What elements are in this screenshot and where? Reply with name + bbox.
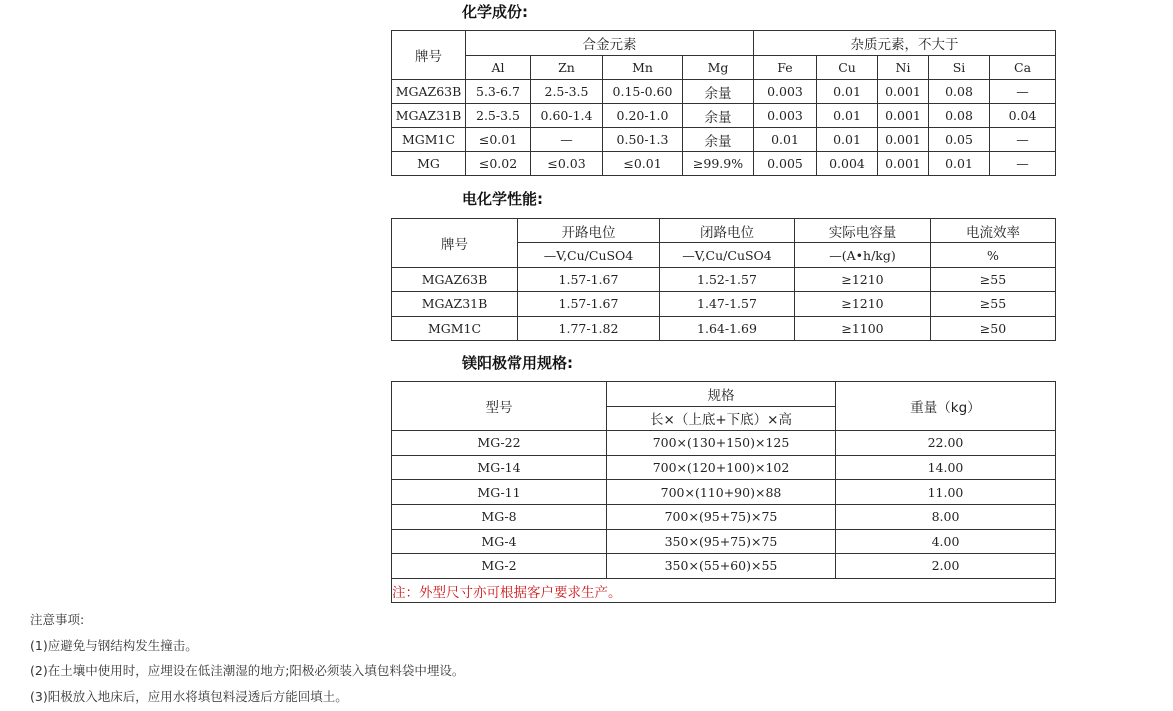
table-cell: 1.77-1.82	[518, 316, 660, 340]
unit-cell: %	[931, 243, 1056, 267]
table-cell: 2.5-3.5	[466, 104, 531, 128]
model-header: 型号	[392, 382, 607, 431]
table-cell: 700×(110+90)×88	[607, 480, 836, 505]
table-cell: MGM1C	[392, 128, 466, 152]
table-cell: 5.3-6.7	[466, 80, 531, 104]
table-cell: ≥55	[931, 292, 1056, 316]
element-header: Mg	[683, 56, 754, 80]
table-cell: 0.01	[817, 80, 878, 104]
table-cell: MG	[392, 152, 466, 176]
table-cell: 0.08	[929, 80, 990, 104]
specifications-title: 镁阳极常用规格:	[462, 353, 573, 373]
table-cell: 余量	[683, 104, 754, 128]
table-cell: 0.01	[817, 104, 878, 128]
table-cell: MGAZ31B	[392, 292, 518, 316]
electrochemical-performance-title: 电化学性能:	[462, 189, 543, 209]
table-row	[392, 554, 1056, 579]
table-cell: 0.60-1.4	[531, 104, 603, 128]
chemical-composition-title: 化学成份:	[462, 2, 528, 22]
precaution-item: (1)应避免与钢结构发生撞击。	[30, 635, 464, 661]
table-cell: —	[990, 128, 1056, 152]
table-cell: MGM1C	[392, 316, 518, 340]
element-header: Cu	[817, 56, 878, 80]
chemical-composition-table	[391, 30, 1056, 176]
table-cell: MG-14	[392, 455, 607, 480]
table-row	[392, 529, 1056, 554]
weight-header: 重量（kg）	[836, 382, 1056, 431]
table-row	[392, 292, 1056, 316]
table-cell: 0.001	[878, 80, 929, 104]
table-cell: MG-2	[392, 554, 607, 579]
table-cell: 0.50-1.3	[603, 128, 683, 152]
table-cell: 350×(55+60)×55	[607, 554, 836, 579]
table-cell: MG-11	[392, 480, 607, 505]
table-cell: 1.52-1.57	[660, 267, 795, 291]
table-cell: MGAZ63B	[392, 80, 466, 104]
alloy-elements-header: 合金元素	[466, 31, 754, 56]
table-cell: 700×(95+75)×75	[607, 504, 836, 529]
element-header: Ni	[878, 56, 929, 80]
table-cell: 0.04	[990, 104, 1056, 128]
table-row	[392, 80, 1056, 104]
spec-sub-header: 长×（上底+下底）×高	[607, 406, 836, 431]
table-cell: 2.5-3.5	[531, 80, 603, 104]
table-cell: 0.001	[878, 152, 929, 176]
precautions-heading: 注意事项:	[30, 609, 464, 635]
precaution-item: (2)在土壤中使用时，应埋设在低洼潮湿的地方;阳极必须装入填包料袋中埋设。	[30, 660, 464, 686]
element-header: Ca	[990, 56, 1056, 80]
table-cell: 1.64-1.69	[660, 316, 795, 340]
table-cell: 0.001	[878, 104, 929, 128]
table-cell: 0.20-1.0	[603, 104, 683, 128]
table-cell: —	[990, 152, 1056, 176]
table-cell: ≤0.01	[466, 128, 531, 152]
note-row	[392, 578, 1056, 603]
table-cell: 0.01	[817, 128, 878, 152]
table-cell: MG-4	[392, 529, 607, 554]
table-cell: 0.003	[754, 80, 817, 104]
brand-header: 牌号	[392, 31, 466, 80]
table-cell: ≥1210	[795, 292, 931, 316]
table-cell: 0.004	[817, 152, 878, 176]
unit-cell: —V,Cu/CuSO4	[518, 243, 660, 267]
table-cell: 0.003	[754, 104, 817, 128]
impurity-elements-header: 杂质元素，不大于	[754, 31, 1056, 56]
table-cell: ≤0.03	[531, 152, 603, 176]
table-cell: 1.57-1.67	[518, 292, 660, 316]
table-cell: ≥99.9%	[683, 152, 754, 176]
table-cell: ≥1210	[795, 267, 931, 291]
table-cell: 14.00	[836, 455, 1056, 480]
table-cell: MG-22	[392, 431, 607, 456]
element-header: Fe	[754, 56, 817, 80]
table-cell: ≤0.01	[603, 152, 683, 176]
spec-header: 规格	[607, 382, 836, 407]
specifications-table	[391, 381, 1056, 603]
table-row	[392, 316, 1056, 340]
table-cell: 2.00	[836, 554, 1056, 579]
table-cell: 1.57-1.67	[518, 267, 660, 291]
open-circuit-potential-header: 开路电位	[518, 219, 660, 243]
closed-circuit-potential-header: 闭路电位	[660, 219, 795, 243]
table-cell: 0.005	[754, 152, 817, 176]
table-cell: 0.15-0.60	[603, 80, 683, 104]
table-cell: 0.001	[878, 128, 929, 152]
table-cell: ≥1100	[795, 316, 931, 340]
table-cell: 余量	[683, 128, 754, 152]
table-cell: MGAZ31B	[392, 104, 466, 128]
table-cell: 0.05	[929, 128, 990, 152]
current-efficiency-header: 电流效率	[931, 219, 1056, 243]
table-row	[392, 128, 1056, 152]
table-header-row	[392, 382, 1056, 407]
table-cell: —	[531, 128, 603, 152]
table-cell: 余量	[683, 80, 754, 104]
table-cell: 350×(95+75)×75	[607, 529, 836, 554]
element-header: Al	[466, 56, 531, 80]
custom-size-note: 注：外型尺寸亦可根据客户要求生产。	[392, 578, 1056, 603]
precautions	[30, 609, 464, 711]
table-cell: 0.08	[929, 104, 990, 128]
table-cell: ≥50	[931, 316, 1056, 340]
precaution-item: (3)阳极放入地床后，应用水将填包料浸透后方能回填土。	[30, 686, 464, 711]
table-cell: 0.01	[929, 152, 990, 176]
actual-capacity-header: 实际电容量	[795, 219, 931, 243]
table-cell: MGAZ63B	[392, 267, 518, 291]
table-cell: 700×(130+150)×125	[607, 431, 836, 456]
element-header: Zn	[531, 56, 603, 80]
element-header: Si	[929, 56, 990, 80]
unit-cell: —(A•h/kg)	[795, 243, 931, 267]
table-cell: ≤0.02	[466, 152, 531, 176]
table-cell: 4.00	[836, 529, 1056, 554]
table-cell: 11.00	[836, 480, 1056, 505]
element-header: Mn	[603, 56, 683, 80]
table-row	[392, 504, 1056, 529]
table-row	[392, 455, 1056, 480]
table-cell: 700×(120+100)×102	[607, 455, 836, 480]
table-cell: 22.00	[836, 431, 1056, 456]
table-header-row	[392, 31, 1056, 56]
table-row	[392, 267, 1056, 291]
table-header-row	[392, 219, 1056, 243]
table-cell: 0.01	[754, 128, 817, 152]
table-cell: ≥55	[931, 267, 1056, 291]
element-header-row	[392, 56, 1056, 80]
table-row	[392, 480, 1056, 505]
brand-header: 牌号	[392, 219, 518, 268]
table-row	[392, 152, 1056, 176]
electrochemical-performance-table	[391, 218, 1056, 341]
table-cell: 8.00	[836, 504, 1056, 529]
table-cell: —	[990, 80, 1056, 104]
unit-cell: —V,Cu/CuSO4	[660, 243, 795, 267]
table-cell: 1.47-1.57	[660, 292, 795, 316]
table-row	[392, 104, 1056, 128]
table-cell: MG-8	[392, 504, 607, 529]
table-row	[392, 431, 1056, 456]
